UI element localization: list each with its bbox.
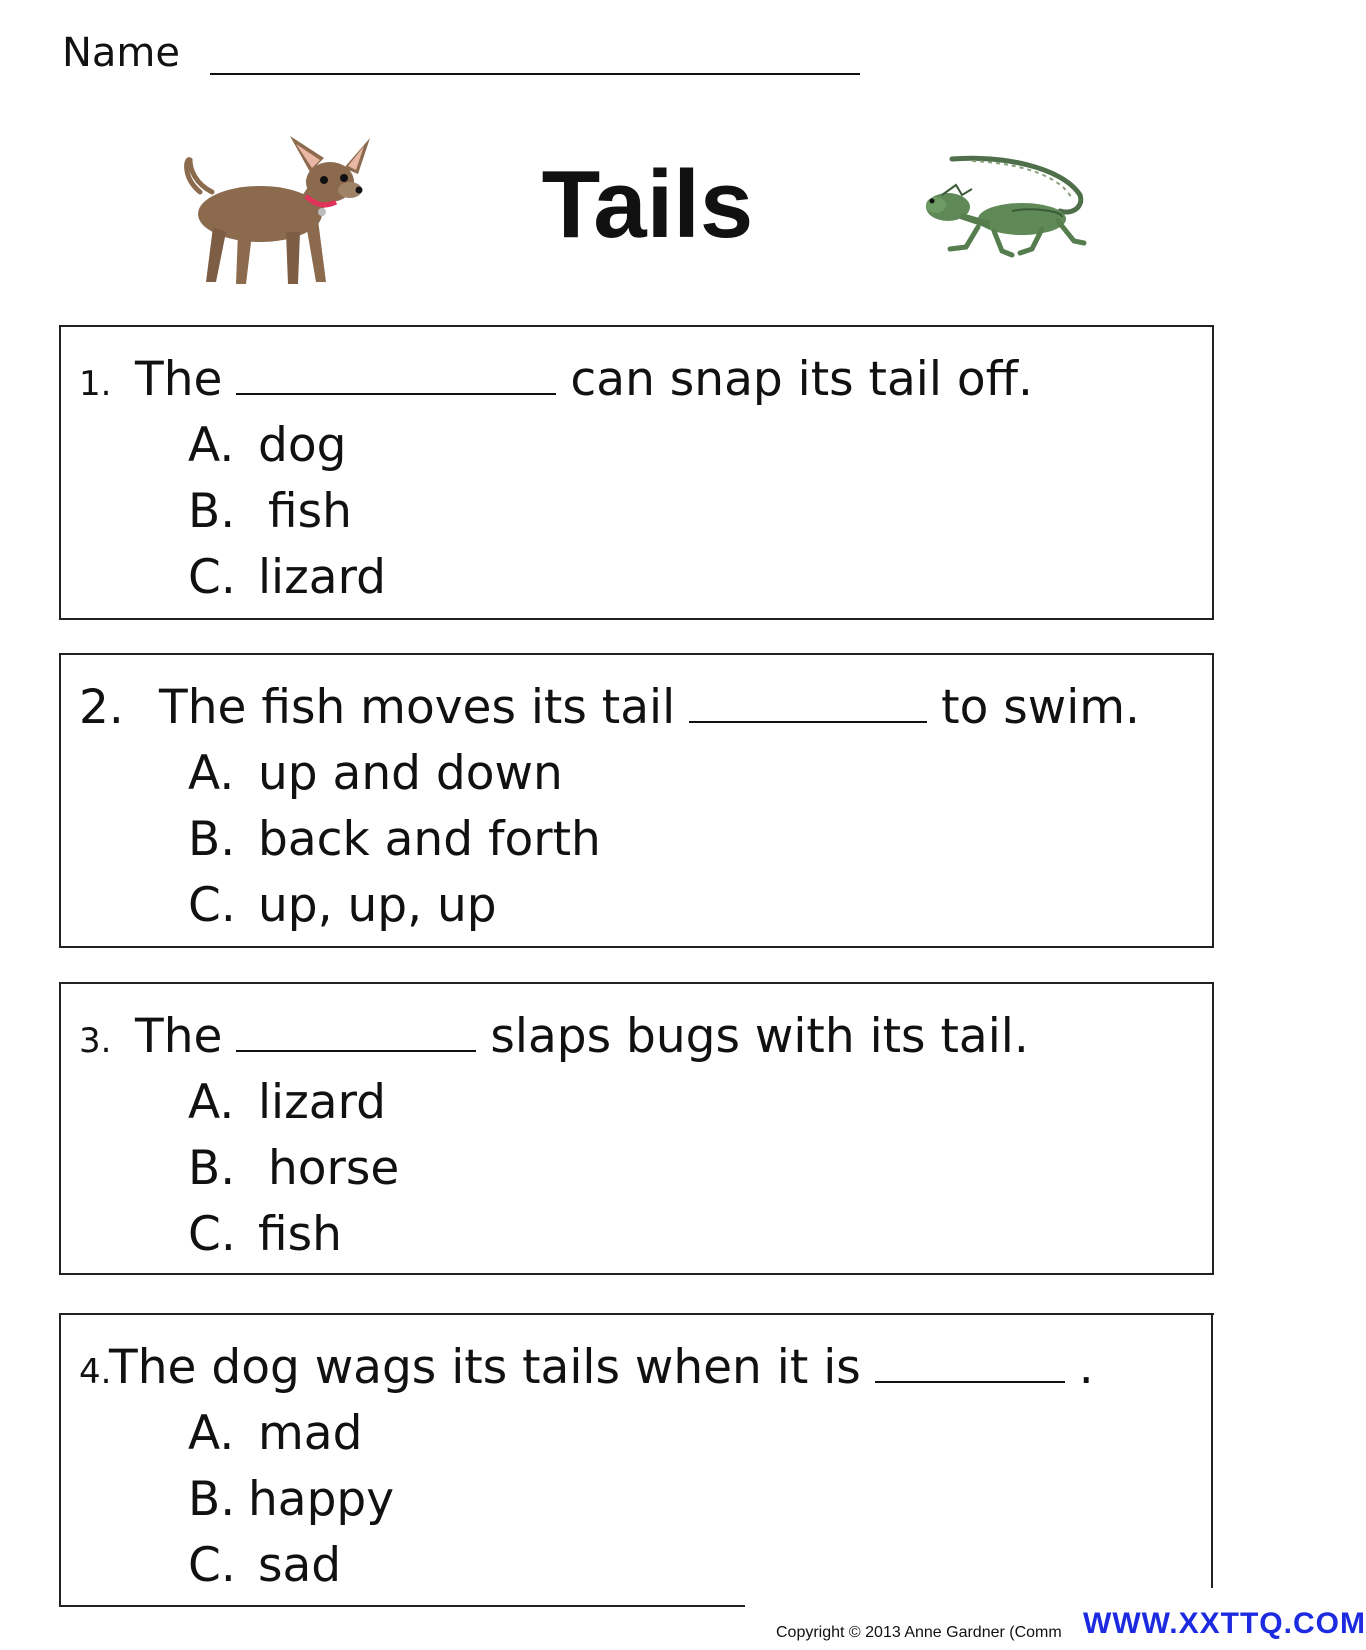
question-3-stem — [79, 1004, 1029, 1074]
question-4-choice-b[interactable] — [188, 1467, 394, 1533]
question-1-choice-c[interactable] — [188, 545, 386, 611]
choice-text: mad — [258, 1406, 363, 1461]
question-4-text-before: The dog wags its tails when it is — [109, 1340, 861, 1395]
question-1-text-after: can snap its tail off. — [570, 352, 1033, 407]
choice-letter: C. — [188, 1538, 236, 1593]
choice-text: up and down — [258, 746, 563, 801]
question-2-stem — [79, 675, 1140, 741]
question-1-number: 1. — [79, 364, 112, 404]
name-row — [62, 28, 922, 78]
title-text: Tails — [541, 151, 754, 258]
question-4-text-after: . — [1078, 1340, 1094, 1395]
choice-letter: C. — [188, 550, 236, 605]
choice-letter: B. — [188, 1141, 236, 1196]
question-2-choice-b[interactable] — [188, 807, 601, 873]
question-1-text-before: The — [135, 352, 223, 407]
choice-letter: C. — [188, 878, 236, 933]
question-4-choice-c[interactable] — [188, 1533, 341, 1599]
question-2-blank[interactable] — [689, 677, 927, 723]
question-2-text-before: The fish moves its tail — [159, 680, 676, 735]
choice-text: back and forth — [258, 812, 601, 867]
question-3-blank[interactable] — [236, 1006, 476, 1052]
choice-letter: A. — [188, 1075, 235, 1130]
question-4-number: 4. — [79, 1352, 112, 1392]
question-2-box — [59, 653, 1214, 948]
question-3-number: 3. — [79, 1021, 112, 1061]
question-3-text-after: slaps bugs with its tail. — [490, 1009, 1029, 1064]
choice-text: dog — [258, 418, 347, 473]
question-1-choice-a[interactable] — [188, 413, 346, 479]
copyright-notice: Copyright © 2013 Anne Gardner (Comm — [776, 1624, 1062, 1641]
choice-text: up, up, up — [258, 878, 497, 933]
question-4-box — [59, 1313, 1214, 1607]
choice-letter: A. — [188, 1406, 235, 1461]
name-label: Name — [62, 30, 181, 76]
choice-letter: A. — [188, 418, 235, 473]
question-3-choice-a[interactable] — [188, 1070, 386, 1136]
question-4-box-right-border — [1211, 1313, 1213, 1588]
question-3-text-before: The — [135, 1009, 223, 1064]
question-3-box — [59, 982, 1214, 1275]
question-2-choice-a[interactable] — [188, 741, 563, 807]
choice-text: happy — [248, 1472, 395, 1527]
choice-text: lizard — [258, 550, 386, 605]
choice-text: lizard — [258, 1075, 386, 1130]
green-iguana-lizard-icon — [912, 155, 1087, 265]
choice-letter: C. — [188, 1207, 236, 1262]
choice-letter: B. — [188, 484, 236, 539]
question-1-box — [59, 325, 1214, 620]
question-4-choice-a[interactable] — [188, 1401, 362, 1467]
question-3-choice-c[interactable] — [188, 1202, 342, 1268]
question-2-text-after: to swim. — [941, 680, 1140, 735]
question-1-blank[interactable] — [236, 349, 556, 395]
choice-letter: B. — [188, 812, 236, 867]
question-1-stem — [79, 347, 1033, 417]
site-watermark: WWW.XXTTQ.COM — [1083, 1607, 1366, 1640]
question-4-box-bottom-border — [59, 1605, 745, 1607]
question-2-number: 2. — [79, 680, 124, 735]
question-4-stem — [79, 1335, 1094, 1405]
question-2-choice-c[interactable] — [188, 873, 497, 939]
choice-text: fish — [258, 1207, 342, 1262]
name-answer-line[interactable] — [210, 73, 860, 75]
choice-text: fish — [268, 484, 352, 539]
question-4-blank[interactable] — [875, 1337, 1065, 1383]
question-3-choice-b[interactable] — [188, 1136, 399, 1202]
choice-text: sad — [258, 1538, 342, 1593]
choice-letter: B. — [188, 1472, 236, 1527]
choice-text: horse — [268, 1141, 400, 1196]
choice-letter: A. — [188, 746, 235, 801]
question-1-choice-b[interactable] — [188, 479, 352, 545]
